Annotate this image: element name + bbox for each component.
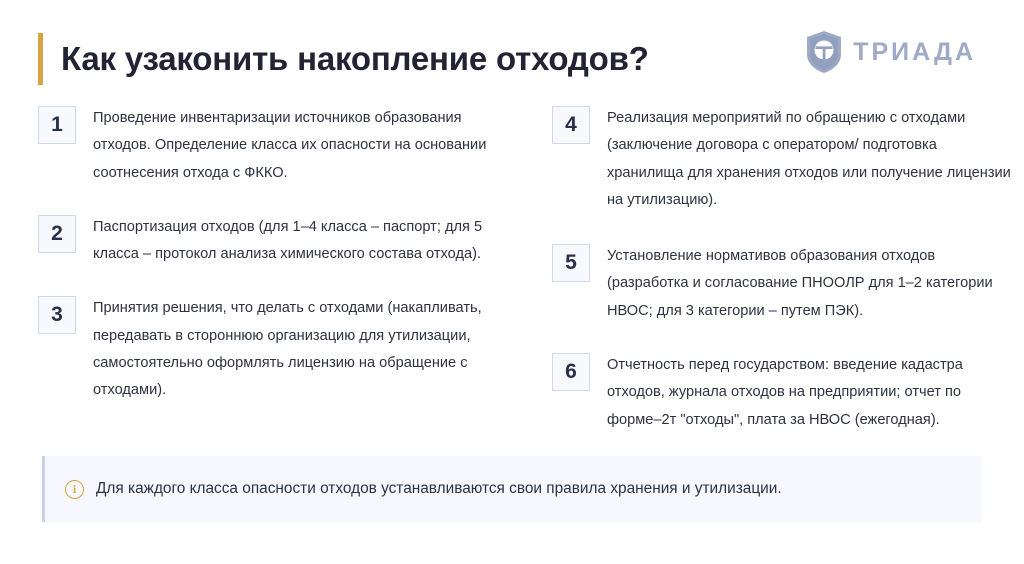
step-text: Принятия решения, что делать с отходами (накапливать, передавать в стороннюю организацию для утилизации, самостоятельно оформлять лицензию на обращение с отходами). <box>93 300 482 399</box>
step-text: Проведение инвентаризации источников образования отходов. Определение класса их опасности на основании соотнесения отхода с ФККО. <box>93 110 487 181</box>
steps-column-left <box>38 104 500 460</box>
step-text: Установление нормативов образования отходов (разработка и согласование ПНООЛР для 1–2 категории НВОС; для 3 категории – путем ПЭК). <box>607 248 993 319</box>
list-item <box>552 351 1014 434</box>
steps-columns <box>38 104 1011 460</box>
info-note-text: Для каждого класса опасности отходов устанавливаются свои правила хранения и утилизации. <box>96 480 782 498</box>
brand-logo <box>805 30 976 74</box>
step-text: Реализация мероприятий по обращению с отходами (заключение договора с оператором/ подготовка хранилища для хранения отходов или получение лицензии на утилизацию). <box>607 110 1011 208</box>
step-text: Паспортизация отходов (для 1–4 класса – паспорт; для 5 класса – протокол анализа химического состава отхода). <box>93 218 483 263</box>
list-item <box>38 294 500 404</box>
info-note <box>42 456 982 522</box>
steps-column-right <box>552 104 1014 460</box>
shield-icon <box>805 30 843 74</box>
list-item <box>38 104 500 187</box>
logo-text: ТРИАДА <box>853 37 976 66</box>
step-number: 3 <box>38 296 76 334</box>
list-item <box>552 104 1014 214</box>
list-item <box>38 213 500 269</box>
list-item <box>552 242 1014 325</box>
step-number: 6 <box>552 353 590 391</box>
page-title: Как узаконить накопление отходов? <box>61 40 649 77</box>
step-text: Отчетность перед государством: введение кадастра отходов, журнала отходов на предприятии; отчет по форме–2т "отходы", плата за НВОС (ежегодная). <box>607 356 963 428</box>
step-number: 4 <box>552 106 590 144</box>
title-accent-bar <box>38 33 43 85</box>
step-number: 2 <box>38 215 76 253</box>
step-number: 5 <box>552 244 590 282</box>
info-icon: i <box>65 480 84 499</box>
step-number: 1 <box>38 106 76 144</box>
